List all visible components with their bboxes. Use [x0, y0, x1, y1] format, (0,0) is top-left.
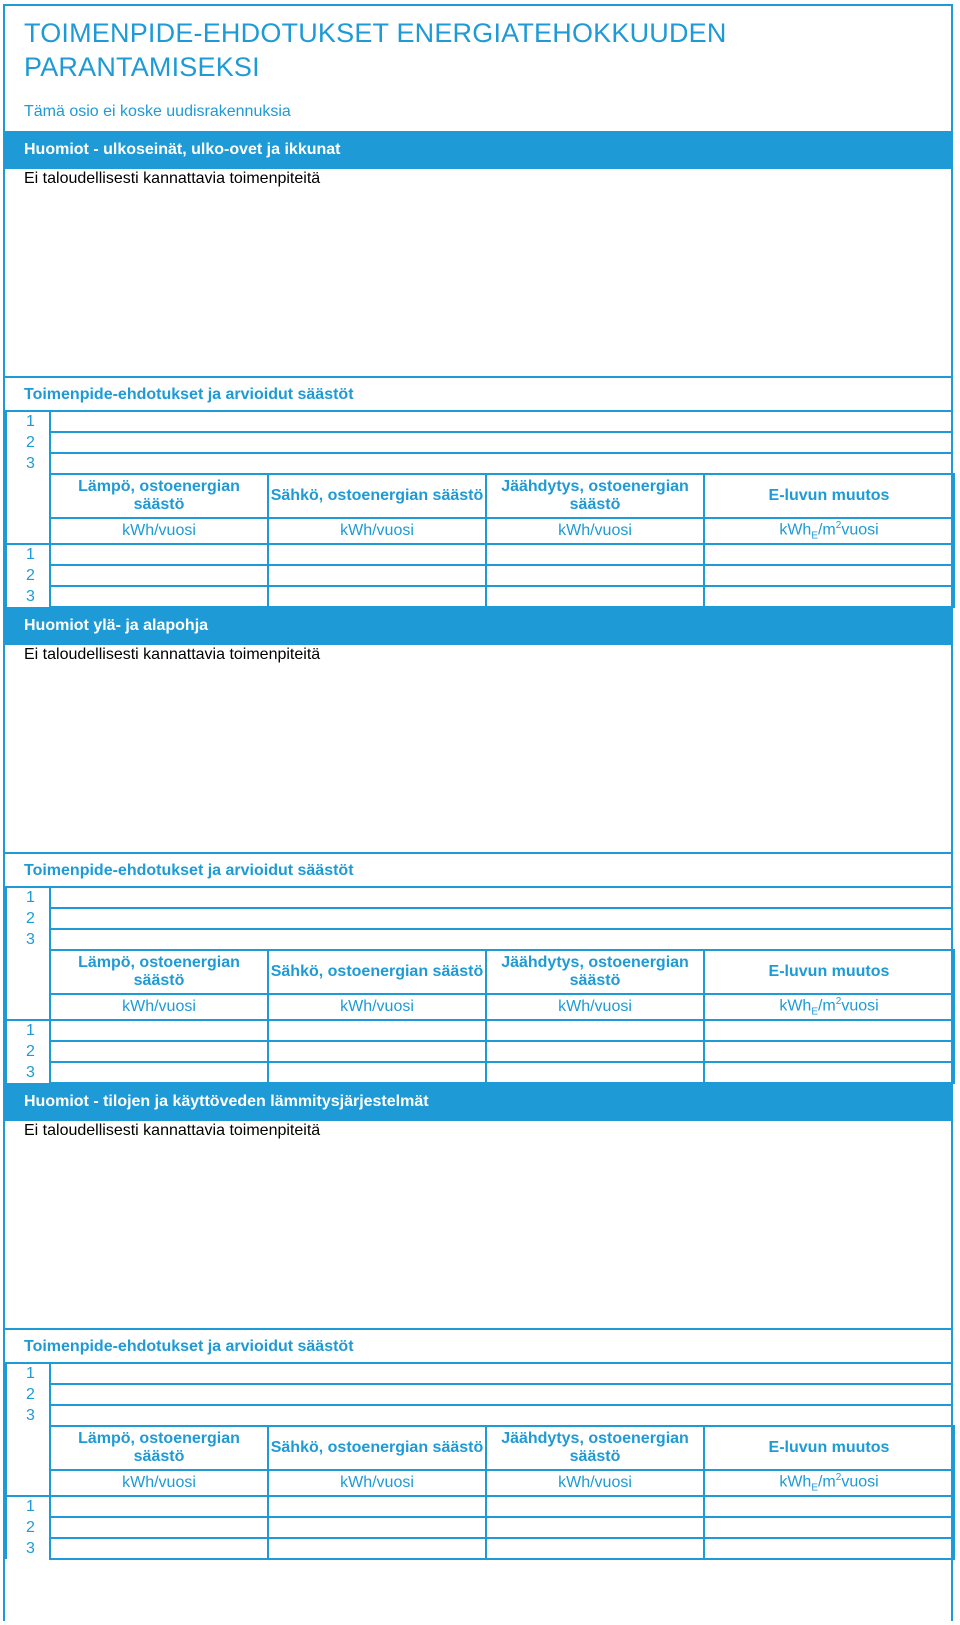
- eluku-unit-part: /m: [817, 1473, 836, 1491]
- savings-value-cell[interactable]: [486, 586, 704, 607]
- savings-result-row: [6, 1517, 954, 1538]
- proposal-row: [6, 432, 952, 453]
- unit-label: kWh/vuosi: [268, 518, 486, 544]
- proposal-row: [6, 1384, 952, 1405]
- savings-value-cell[interactable]: [50, 586, 268, 607]
- proposal-text-cell[interactable]: [50, 929, 952, 950]
- row-number: 3: [6, 453, 50, 474]
- savings-result-row: [6, 565, 954, 586]
- row-number: 3: [6, 1538, 50, 1559]
- savings-unit-row: [6, 1470, 954, 1496]
- unit-label: kWh/vuosi: [486, 1470, 704, 1496]
- row-number: 1: [6, 1020, 50, 1041]
- eluku-unit-part: E: [811, 530, 818, 542]
- row-number: 1: [6, 411, 50, 432]
- row-number: 3: [6, 1405, 50, 1426]
- proposal-text-cell[interactable]: [50, 411, 952, 432]
- row-number: 1: [6, 1496, 50, 1517]
- savings-value-cell[interactable]: [50, 544, 268, 565]
- savings-value-cell[interactable]: [486, 1538, 704, 1559]
- savings-value-cell[interactable]: [486, 1020, 704, 1041]
- proposals-table: [5, 886, 953, 951]
- title-line-1: TOIMENPIDE-EHDOTUKSET ENERGIATEHOKKUUDEN: [24, 18, 727, 48]
- proposals-table: [5, 410, 953, 475]
- section-bar-title: Huomiot - ulkoseinät, ulko-ovet ja ikkunat: [5, 131, 953, 169]
- savings-header-row: [6, 474, 954, 518]
- section-note: Ei taloudellisesti kannattavia toimenpiteitä: [24, 170, 321, 187]
- savings-column-header: Lämpö, ostoenergian säästö: [50, 950, 268, 994]
- proposal-row: [6, 887, 952, 908]
- savings-value-cell[interactable]: [704, 1062, 954, 1083]
- savings-value-cell[interactable]: [486, 1062, 704, 1083]
- eluku-unit-part: kWh: [779, 1473, 812, 1491]
- eluku-unit-part: 2: [835, 1472, 842, 1484]
- proposal-row: [6, 908, 952, 929]
- savings-value-cell[interactable]: [268, 1041, 486, 1062]
- savings-table: [5, 949, 955, 1084]
- eluku-unit-label: [704, 518, 954, 544]
- savings-column-header: Lämpö, ostoenergian säästö: [50, 474, 268, 518]
- savings-column-header: Sähkö, ostoenergian säästö: [268, 474, 486, 518]
- savings-value-cell[interactable]: [268, 544, 486, 565]
- savings-value-cell[interactable]: [704, 1020, 954, 1041]
- title-line-2: PARANTAMISEKSI: [24, 52, 260, 82]
- eluku-unit-label: [704, 994, 954, 1020]
- savings-header-row: [6, 950, 954, 994]
- eluku-unit-part: kWh: [779, 997, 812, 1015]
- eluku-unit-part: /m: [817, 997, 836, 1015]
- savings-value-cell[interactable]: [486, 1496, 704, 1517]
- row-number: 2: [6, 432, 50, 453]
- proposal-text-cell[interactable]: [50, 453, 952, 474]
- savings-column-header: Jäähdytys, ostoenergian säästö: [486, 474, 704, 518]
- unit-label: kWh/vuosi: [50, 1470, 268, 1496]
- proposal-row: [6, 1405, 952, 1426]
- savings-value-cell[interactable]: [268, 1538, 486, 1559]
- savings-value-cell[interactable]: [268, 565, 486, 586]
- row-number: 2: [6, 1384, 50, 1405]
- savings-value-cell[interactable]: [50, 1041, 268, 1062]
- savings-value-cell[interactable]: [704, 1496, 954, 1517]
- savings-value-cell[interactable]: [50, 1496, 268, 1517]
- savings-column-header: Sähkö, ostoenergian säästö: [268, 1426, 486, 1470]
- eluku-unit-part: vuosi: [841, 521, 879, 539]
- proposals-heading: Toimenpide-ehdotukset ja arvioidut säästöt: [5, 1328, 951, 1364]
- savings-value-cell[interactable]: [486, 565, 704, 586]
- savings-value-cell[interactable]: [268, 1517, 486, 1538]
- savings-value-cell[interactable]: [50, 1020, 268, 1041]
- savings-result-row: [6, 1020, 954, 1041]
- proposal-text-cell[interactable]: [50, 1405, 952, 1426]
- savings-header-row: [6, 1426, 954, 1470]
- row-number: 1: [6, 887, 50, 908]
- section-note: Ei taloudellisesti kannattavia toimenpiteitä: [24, 646, 321, 663]
- eluku-unit-part: kWh: [779, 521, 812, 539]
- savings-value-cell[interactable]: [704, 1517, 954, 1538]
- proposal-text-cell[interactable]: [50, 1384, 952, 1405]
- savings-value-cell[interactable]: [50, 565, 268, 586]
- unit-label: kWh/vuosi: [486, 518, 704, 544]
- eluku-unit-part: 2: [835, 996, 842, 1008]
- savings-value-cell[interactable]: [704, 1538, 954, 1559]
- savings-value-cell[interactable]: [486, 1517, 704, 1538]
- section-bar-title: Huomiot - tilojen ja käyttöveden lämmitysjärjestelmät: [5, 1083, 953, 1121]
- savings-value-cell[interactable]: [704, 1041, 954, 1062]
- unit-label: kWh/vuosi: [486, 994, 704, 1020]
- row-number: 1: [6, 1363, 50, 1384]
- unit-label: kWh/vuosi: [50, 994, 268, 1020]
- savings-column-header: Jäähdytys, ostoenergian säästö: [486, 1426, 704, 1470]
- proposal-row: [6, 453, 952, 474]
- page-title: [24, 16, 727, 84]
- row-number: 3: [6, 1062, 50, 1083]
- row-number: 2: [6, 908, 50, 929]
- savings-column-header: Lämpö, ostoenergian säästö: [50, 1426, 268, 1470]
- proposal-row: [6, 411, 952, 432]
- savings-value-cell[interactable]: [704, 544, 954, 565]
- savings-result-row: [6, 1538, 954, 1559]
- row-number: 3: [6, 929, 50, 950]
- row-number: 1: [6, 544, 50, 565]
- proposal-text-cell[interactable]: [50, 1363, 952, 1384]
- savings-value-cell[interactable]: [268, 1062, 486, 1083]
- unit-label: kWh/vuosi: [50, 518, 268, 544]
- eluku-unit-part: E: [811, 1482, 818, 1494]
- savings-result-row: [6, 1062, 954, 1083]
- savings-value-cell[interactable]: [50, 1517, 268, 1538]
- savings-column-header: Sähkö, ostoenergian säästö: [268, 950, 486, 994]
- savings-value-cell[interactable]: [486, 544, 704, 565]
- proposal-row: [6, 1363, 952, 1384]
- savings-result-row: [6, 544, 954, 565]
- savings-value-cell[interactable]: [50, 1062, 268, 1083]
- savings-table: [5, 1425, 955, 1560]
- savings-unit-row: [6, 994, 954, 1020]
- savings-value-cell[interactable]: [486, 1041, 704, 1062]
- savings-value-cell[interactable]: [268, 586, 486, 607]
- blank-cell: [6, 1426, 50, 1496]
- page-subtitle: Tämä osio ei koske uudisrakennuksia: [24, 103, 291, 120]
- eluku-unit-part: /m: [817, 521, 836, 539]
- savings-value-cell[interactable]: [704, 586, 954, 607]
- eluku-unit-label: [704, 1470, 954, 1496]
- savings-table: [5, 473, 955, 608]
- savings-result-row: [6, 1041, 954, 1062]
- savings-column-header: E-luvun muutos: [704, 474, 954, 518]
- savings-result-row: [6, 586, 954, 607]
- blank-cell: [6, 950, 50, 1020]
- savings-column-header: E-luvun muutos: [704, 1426, 954, 1470]
- savings-value-cell[interactable]: [50, 1538, 268, 1559]
- blank-cell: [6, 474, 50, 544]
- proposals-heading: Toimenpide-ehdotukset ja arvioidut säästöt: [5, 376, 951, 412]
- unit-label: kWh/vuosi: [268, 1470, 486, 1496]
- eluku-unit-part: vuosi: [841, 1473, 879, 1491]
- row-number: 2: [6, 1041, 50, 1062]
- row-number: 2: [6, 565, 50, 586]
- proposals-heading: Toimenpide-ehdotukset ja arvioidut säästöt: [5, 852, 951, 888]
- unit-label: kWh/vuosi: [268, 994, 486, 1020]
- savings-value-cell[interactable]: [268, 1496, 486, 1517]
- eluku-unit-part: vuosi: [841, 997, 879, 1015]
- savings-value-cell[interactable]: [704, 565, 954, 586]
- row-number: 3: [6, 586, 50, 607]
- eluku-unit-part: E: [811, 1006, 818, 1018]
- savings-result-row: [6, 1496, 954, 1517]
- eluku-unit-part: 2: [835, 520, 842, 532]
- savings-column-header: E-luvun muutos: [704, 950, 954, 994]
- proposal-text-cell[interactable]: [50, 887, 952, 908]
- savings-value-cell[interactable]: [268, 1020, 486, 1041]
- proposal-text-cell[interactable]: [50, 432, 952, 453]
- section-note: Ei taloudellisesti kannattavia toimenpiteitä: [24, 1122, 321, 1139]
- section-bar-title: Huomiot ylä- ja alapohja: [5, 607, 953, 645]
- savings-column-header: Jäähdytys, ostoenergian säästö: [486, 950, 704, 994]
- proposal-text-cell[interactable]: [50, 908, 952, 929]
- savings-unit-row: [6, 518, 954, 544]
- proposal-row: [6, 929, 952, 950]
- row-number: 2: [6, 1517, 50, 1538]
- proposals-table: [5, 1362, 953, 1427]
